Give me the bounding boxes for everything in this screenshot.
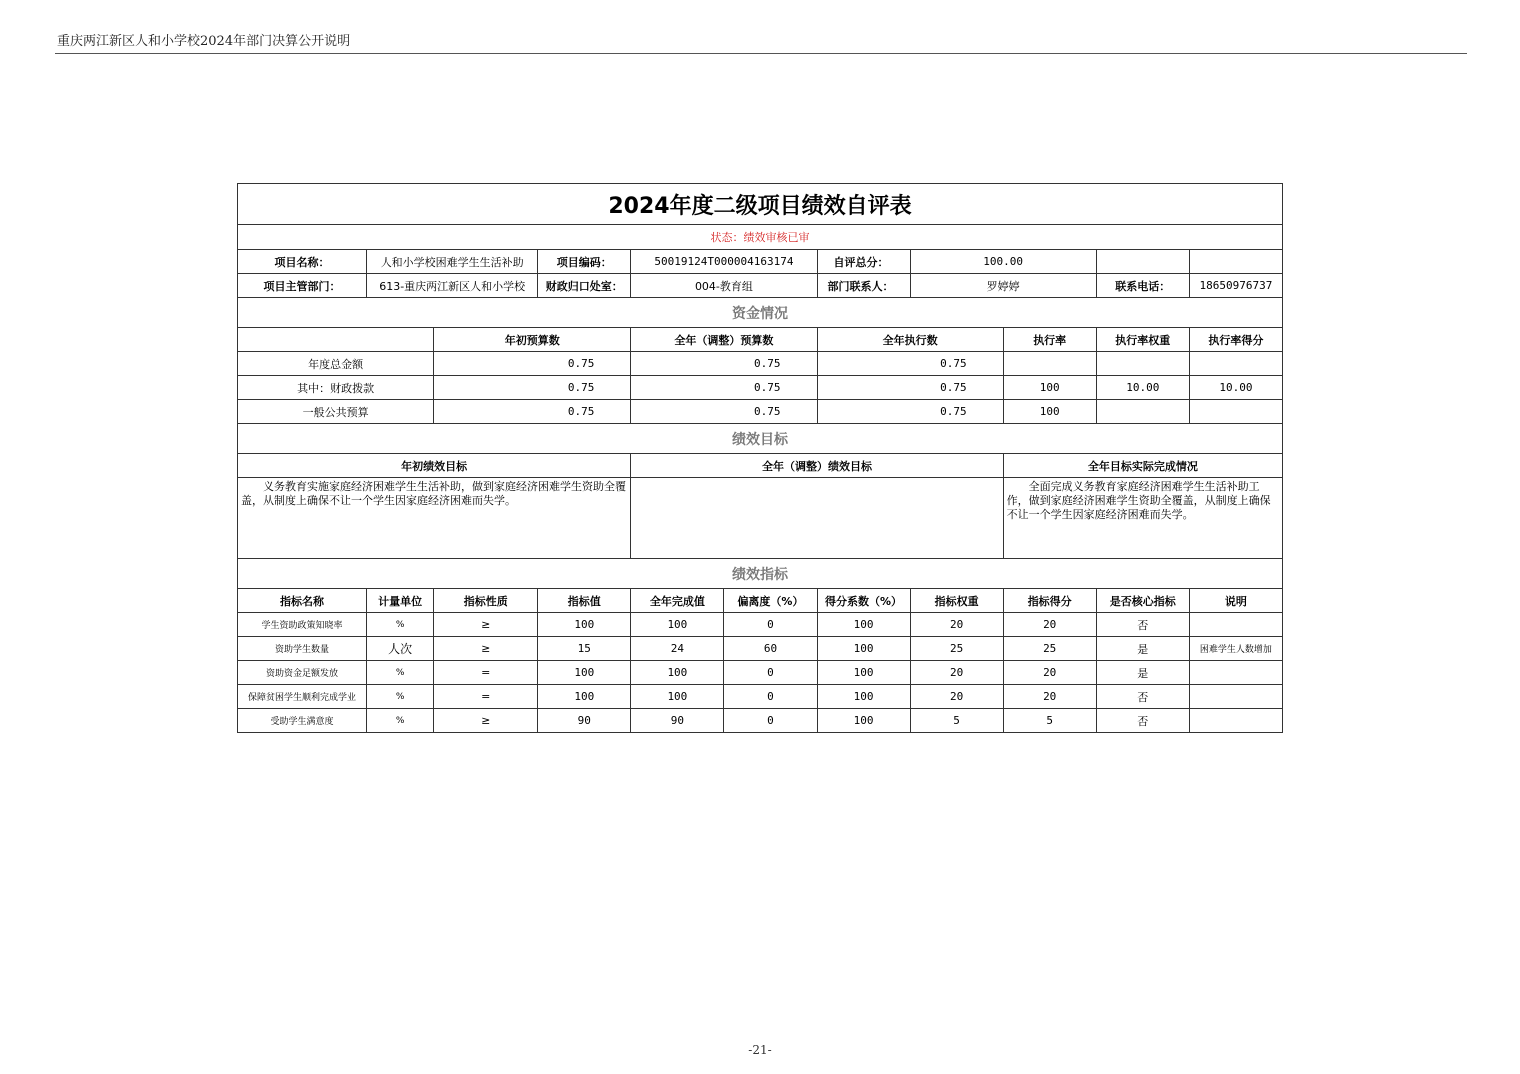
page-header: 重庆两江新区人和小学校2024年部门决算公开说明	[57, 34, 351, 49]
status-badge: 状态：绩效审核已审	[238, 225, 1283, 250]
contact-value: 罗婷婷	[910, 274, 1096, 298]
funds-header: 全年执行数	[817, 328, 1003, 352]
indicator-unit: %	[367, 685, 434, 709]
indicator-target: 100	[538, 613, 631, 637]
project-name-value: 人和小学校困难学生生活补助	[367, 250, 538, 274]
form-title: 2024年度二级项目绩效自评表	[238, 184, 1283, 225]
indicator-name: 资助学生数量	[238, 637, 367, 661]
indicator-score: 20	[1003, 661, 1096, 685]
finance-office-label: 财政归口处室：	[538, 274, 631, 298]
indicator-header: 计量单位	[367, 589, 434, 613]
indicator-nature: =	[434, 661, 538, 685]
indicator-unit: %	[367, 709, 434, 733]
indicator-row	[238, 613, 1283, 637]
indicator-weight: 25	[910, 637, 1003, 661]
adjusted-goal-text	[631, 478, 1003, 559]
funds-rate	[1003, 352, 1096, 376]
funds-header: 执行率得分	[1189, 328, 1282, 352]
phone-value: 18650976737	[1189, 274, 1282, 298]
indicator-coef: 100	[817, 685, 910, 709]
dept-value: 613-重庆两江新区人和小学校	[367, 274, 538, 298]
initial-goal-text: 义务教育实施家庭经济困难学生生活补助，做到家庭经济困难学生资助全覆盖，从制度上确保不让一个学生因家庭经济困难而失学。	[238, 478, 631, 559]
indicator-actual: 100	[631, 613, 724, 637]
goals-header: 全年（调整）绩效目标	[631, 454, 1003, 478]
funds-executed: 0.75	[817, 376, 1003, 400]
funds-rate: 100	[1003, 376, 1096, 400]
indicator-note	[1189, 661, 1282, 685]
funds-header: 全年（调整）预算数	[631, 328, 817, 352]
empty-cell	[238, 328, 434, 352]
header-rule	[55, 53, 1467, 54]
indicator-actual: 24	[631, 637, 724, 661]
indicators-section-title: 绩效指标	[238, 559, 1283, 589]
info-row-1	[238, 250, 1283, 274]
indicator-name: 学生资助政策知晓率	[238, 613, 367, 637]
funds-row-label: 年度总金额	[238, 352, 434, 376]
indicator-actual: 90	[631, 709, 724, 733]
indicator-target: 90	[538, 709, 631, 733]
indicator-note	[1189, 709, 1282, 733]
indicator-name: 保障贫困学生顺利完成学业	[238, 685, 367, 709]
contact-label: 部门联系人：	[817, 274, 910, 298]
indicator-core: 是	[1096, 661, 1189, 685]
indicator-header: 得分系数（%）	[817, 589, 910, 613]
info-row-2	[238, 274, 1283, 298]
funds-row	[238, 352, 1283, 376]
indicator-target: 100	[538, 661, 631, 685]
funds-header-row	[238, 328, 1283, 352]
goals-header: 年初绩效目标	[238, 454, 631, 478]
indicator-row	[238, 661, 1283, 685]
funds-row	[238, 376, 1283, 400]
indicator-score: 20	[1003, 613, 1096, 637]
funds-row-label: 一般公共预算	[238, 400, 434, 424]
self-score-label: 自评总分：	[817, 250, 910, 274]
funds-initial: 0.75	[434, 400, 631, 424]
performance-evaluation-table	[237, 183, 1283, 733]
funds-score	[1189, 400, 1282, 424]
indicator-header: 指标名称	[238, 589, 367, 613]
goals-content-row	[238, 478, 1283, 559]
indicator-core: 否	[1096, 685, 1189, 709]
indicator-nature: =	[434, 685, 538, 709]
funds-score: 10.00	[1189, 376, 1282, 400]
dept-label: 项目主管部门：	[238, 274, 367, 298]
funds-header: 年初预算数	[434, 328, 631, 352]
indicator-header: 指标得分	[1003, 589, 1096, 613]
actual-completion-text: 全面完成义务教育家庭经济困难学生生活补助工作，做到家庭经济困难学生资助全覆盖，从制度上确保不让一个学生因家庭经济困难而失学。	[1003, 478, 1282, 559]
indicator-core: 否	[1096, 613, 1189, 637]
indicator-row	[238, 685, 1283, 709]
funds-row-label: 其中：财政拨款	[238, 376, 434, 400]
indicator-row	[238, 709, 1283, 733]
indicator-nature: ≥	[434, 637, 538, 661]
phone-label: 联系电话：	[1096, 274, 1189, 298]
goals-header-row	[238, 454, 1283, 478]
funds-adjusted: 0.75	[631, 376, 817, 400]
indicator-core: 否	[1096, 709, 1189, 733]
indicator-header: 指标权重	[910, 589, 1003, 613]
funds-rate: 100	[1003, 400, 1096, 424]
indicator-score: 5	[1003, 709, 1096, 733]
indicator-unit: %	[367, 661, 434, 685]
project-code-label: 项目编码：	[538, 250, 631, 274]
indicator-deviation: 0	[724, 685, 817, 709]
indicator-deviation: 0	[724, 709, 817, 733]
indicator-name: 受助学生满意度	[238, 709, 367, 733]
indicator-actual: 100	[631, 685, 724, 709]
funds-executed: 0.75	[817, 400, 1003, 424]
page-number: -21-	[748, 1043, 772, 1057]
indicator-header: 说明	[1189, 589, 1282, 613]
project-name-label: 项目名称：	[238, 250, 367, 274]
goals-section-title: 绩效目标	[238, 424, 1283, 454]
indicator-note	[1189, 613, 1282, 637]
funds-adjusted: 0.75	[631, 400, 817, 424]
funds-weight	[1096, 352, 1189, 376]
indicator-nature: ≥	[434, 613, 538, 637]
indicator-score: 20	[1003, 685, 1096, 709]
indicator-deviation: 0	[724, 613, 817, 637]
funds-score	[1189, 352, 1282, 376]
indicator-unit: 人次	[367, 637, 434, 661]
indicator-core: 是	[1096, 637, 1189, 661]
indicator-row	[238, 637, 1283, 661]
indicator-score: 25	[1003, 637, 1096, 661]
finance-office-value: 004-教育组	[631, 274, 817, 298]
indicator-header: 指标性质	[434, 589, 538, 613]
indicator-nature: ≥	[434, 709, 538, 733]
empty-cell	[1096, 250, 1189, 274]
indicator-unit: %	[367, 613, 434, 637]
indicator-name: 资助资金足额发放	[238, 661, 367, 685]
indicator-target: 15	[538, 637, 631, 661]
indicator-deviation: 60	[724, 637, 817, 661]
funds-section-title: 资金情况	[238, 298, 1283, 328]
indicator-note	[1189, 685, 1282, 709]
funds-executed: 0.75	[817, 352, 1003, 376]
indicator-coef: 100	[817, 613, 910, 637]
indicator-coef: 100	[817, 709, 910, 733]
indicator-target: 100	[538, 685, 631, 709]
funds-adjusted: 0.75	[631, 352, 817, 376]
self-score-value: 100.00	[910, 250, 1096, 274]
funds-weight: 10.00	[1096, 376, 1189, 400]
indicator-weight: 20	[910, 661, 1003, 685]
funds-header: 执行率权重	[1096, 328, 1189, 352]
indicator-coef: 100	[817, 637, 910, 661]
funds-weight	[1096, 400, 1189, 424]
indicators-header-row	[238, 589, 1283, 613]
indicator-header: 全年完成值	[631, 589, 724, 613]
indicator-actual: 100	[631, 661, 724, 685]
funds-header: 执行率	[1003, 328, 1096, 352]
indicator-weight: 5	[910, 709, 1003, 733]
project-code-value: 50019124T000004163174	[631, 250, 817, 274]
empty-cell	[1189, 250, 1282, 274]
indicator-weight: 20	[910, 685, 1003, 709]
indicator-header: 指标值	[538, 589, 631, 613]
indicator-header: 偏离度（%）	[724, 589, 817, 613]
indicator-deviation: 0	[724, 661, 817, 685]
indicator-note: 困难学生人数增加	[1189, 637, 1282, 661]
indicator-header: 是否核心指标	[1096, 589, 1189, 613]
funds-row	[238, 400, 1283, 424]
funds-initial: 0.75	[434, 352, 631, 376]
indicator-weight: 20	[910, 613, 1003, 637]
goals-header: 全年目标实际完成情况	[1003, 454, 1282, 478]
funds-initial: 0.75	[434, 376, 631, 400]
indicator-coef: 100	[817, 661, 910, 685]
